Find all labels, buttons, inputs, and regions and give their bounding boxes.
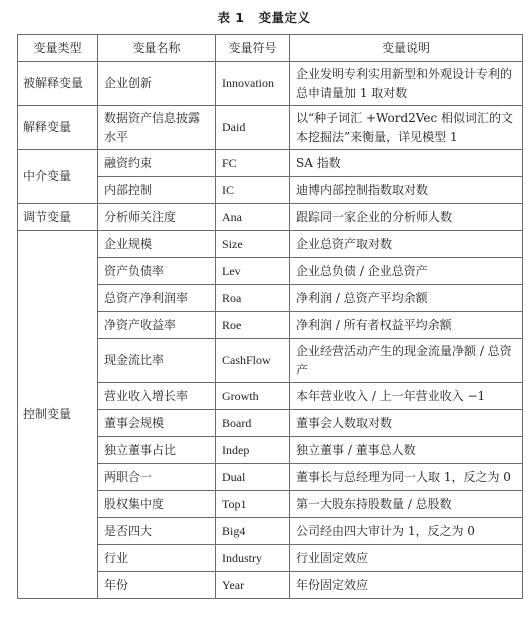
variable-symbol-cell: Dual xyxy=(216,464,290,491)
variable-name-cell: 净资产收益率 xyxy=(98,312,216,339)
variable-description-cell: 企业发明专利实用新型和外观设计专利的总申请量加 1 取对数 xyxy=(290,62,523,106)
variable-name-cell: 内部控制 xyxy=(98,177,216,204)
variable-definition-table xyxy=(17,34,523,599)
variable-name-cell: 分析师关注度 xyxy=(98,204,216,231)
variable-name-cell: 是否四大 xyxy=(98,518,216,545)
variable-name-cell: 年份 xyxy=(98,572,216,599)
variable-symbol-cell: Lev xyxy=(216,258,290,285)
variable-name-cell: 股权集中度 xyxy=(98,491,216,518)
variable-name-cell: 总资产净利润率 xyxy=(98,285,216,312)
table-title: 变量定义 xyxy=(258,10,311,25)
variable-type-cell: 调节变量 xyxy=(18,204,98,231)
variable-description-cell: 行业固定效应 xyxy=(290,545,523,572)
variable-description-cell: 董事长与总经理为同一人取 1，反之为 0 xyxy=(290,464,523,491)
variable-symbol-cell: Ana xyxy=(216,204,290,231)
variable-symbol-cell: IC xyxy=(216,177,290,204)
variable-name-cell: 两职合一 xyxy=(98,464,216,491)
table-row xyxy=(18,204,523,231)
variable-description-cell: SA 指数 xyxy=(290,150,523,177)
variable-symbol-cell: Roa xyxy=(216,285,290,312)
variable-symbol-cell: Growth xyxy=(216,383,290,410)
variable-symbol-cell: Big4 xyxy=(216,518,290,545)
variable-symbol-cell: Indep xyxy=(216,437,290,464)
variable-symbol-cell: Year xyxy=(216,572,290,599)
variable-description-cell: 企业总资产取对数 xyxy=(290,231,523,258)
variable-symbol-cell: Industry xyxy=(216,545,290,572)
variable-symbol-cell: Size xyxy=(216,231,290,258)
table-row xyxy=(18,106,523,150)
table-number: 表 1 xyxy=(217,10,245,25)
variable-name-cell: 资产负债率 xyxy=(98,258,216,285)
variable-symbol-cell: Board xyxy=(216,410,290,437)
header-variable-symbol: 变量符号 xyxy=(216,35,290,62)
variable-name-cell: 行业 xyxy=(98,545,216,572)
variable-name-cell: 数据资产信息披露水平 xyxy=(98,106,216,150)
variable-name-cell: 董事会规模 xyxy=(98,410,216,437)
variable-name-cell: 企业规模 xyxy=(98,231,216,258)
table-header xyxy=(18,35,523,62)
variable-symbol-cell: Daid xyxy=(216,106,290,150)
table-row xyxy=(18,150,523,177)
variable-name-cell: 营业收入增长率 xyxy=(98,383,216,410)
table-row xyxy=(18,62,523,106)
variable-description-cell: 企业经营活动产生的现金流量净额 / 总资产 xyxy=(290,339,523,383)
variable-type-cell: 被解释变量 xyxy=(18,62,98,106)
variable-type-cell: 解释变量 xyxy=(18,106,98,150)
variable-symbol-cell: Top1 xyxy=(216,491,290,518)
header-variable-type: 变量类型 xyxy=(18,35,98,62)
variable-description-cell: 以“种子词汇 +Word2Vec 相似词汇的文本挖掘法”来衡量，详见模型 1 xyxy=(290,106,523,150)
variable-name-cell: 独立董事占比 xyxy=(98,437,216,464)
variable-description-cell: 公司经由四大审计为 1，反之为 0 xyxy=(290,518,523,545)
variable-symbol-cell: FC xyxy=(216,150,290,177)
variable-description-cell: 第一大股东持股数量 / 总股数 xyxy=(290,491,523,518)
header-variable-description: 变量说明 xyxy=(290,35,523,62)
table-row xyxy=(18,231,523,258)
variable-symbol-cell: Roe xyxy=(216,312,290,339)
variable-name-cell: 企业创新 xyxy=(98,62,216,106)
variable-name-cell: 现金流比率 xyxy=(98,339,216,383)
variable-name-cell: 融资约束 xyxy=(98,150,216,177)
header-variable-name: 变量名称 xyxy=(98,35,216,62)
table-caption xyxy=(0,8,528,26)
variable-description-cell: 年份固定效应 xyxy=(290,572,523,599)
variable-type-cell: 控制变量 xyxy=(18,231,98,599)
variable-description-cell: 迪博内部控制指数取对数 xyxy=(290,177,523,204)
variable-description-cell: 跟踪同一家企业的分析师人数 xyxy=(290,204,523,231)
table-body xyxy=(18,62,523,599)
variable-type-cell: 中介变量 xyxy=(18,150,98,204)
variable-description-cell: 企业总负债 / 企业总资产 xyxy=(290,258,523,285)
header-row xyxy=(18,35,523,62)
variable-description-cell: 净利润 / 所有者权益平均余额 xyxy=(290,312,523,339)
variable-symbol-cell: CashFlow xyxy=(216,339,290,383)
variable-description-cell: 董事会人数取对数 xyxy=(290,410,523,437)
variable-description-cell: 独立董事 / 董事总人数 xyxy=(290,437,523,464)
variable-description-cell: 净利润 / 总资产平均余额 xyxy=(290,285,523,312)
variable-description-cell: 本年营业收入 / 上一年营业收入 −1 xyxy=(290,383,523,410)
variable-symbol-cell: Innovation xyxy=(216,62,290,106)
